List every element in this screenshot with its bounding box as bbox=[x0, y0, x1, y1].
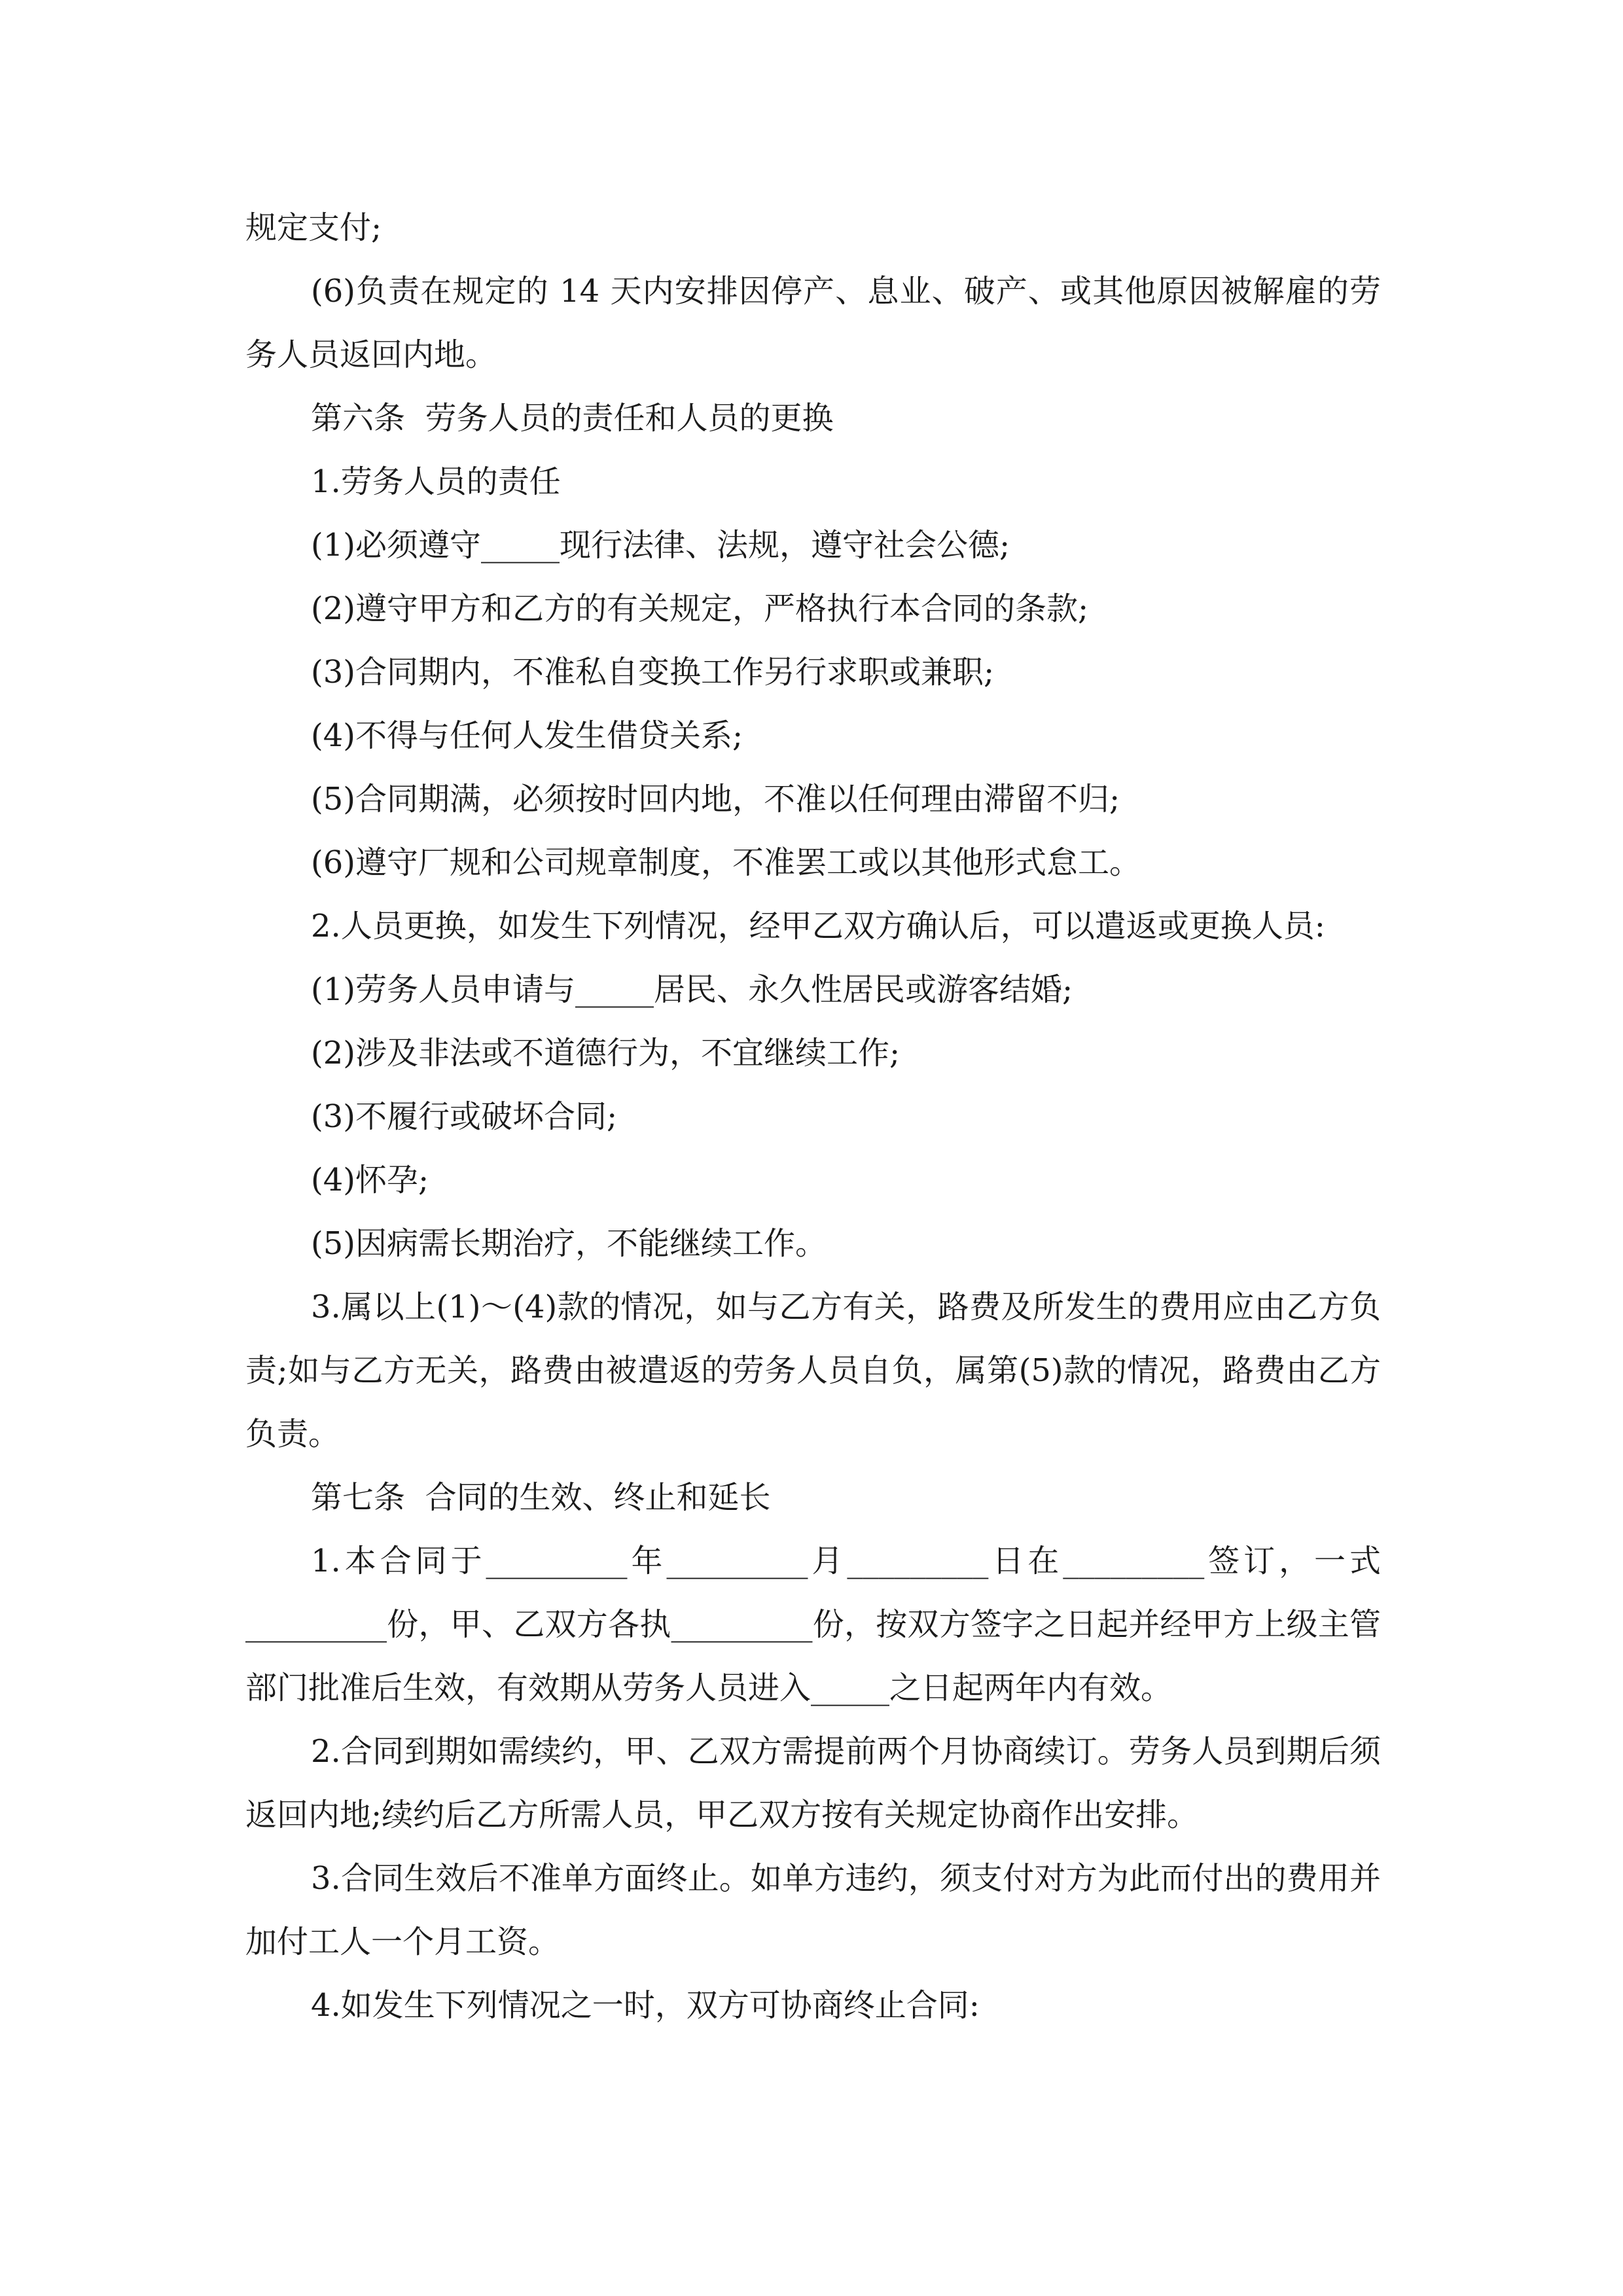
paragraph: (1)劳务人员申请与_____居民、永久性居民或游客结婚; bbox=[311, 971, 1073, 1008]
paragraph: (4)怀孕; bbox=[311, 1162, 429, 1198]
section-heading: 第六条 劳务人员的责任和人员的更换 bbox=[311, 400, 834, 437]
paragraph: 2.合同到期如需续约，甲、乙双方需提前两个月协商续订。劳务人员到期后须返回内地;续约后乙方所需人员，甲乙双方按有关规定协商作出安排。 bbox=[245, 1733, 1381, 1833]
paragraph: (2)涉及非法或不道德行为，不宜继续工作; bbox=[311, 1035, 901, 1071]
paragraph: 1.劳务人员的责任 bbox=[311, 463, 561, 500]
paragraph: (6)负责在规定的 14 天内安排因停产、息业、破产、或其他原因被解雇的劳务人员返回内地。 bbox=[245, 273, 1381, 373]
paragraph: 3.属以上(1)～(4)款的情况，如与乙方有关，路费及所发生的费用应由乙方负责;如与乙方无关，路费由被遣返的劳务人员自负，属第(5)款的情况，路费由乙方负责。 bbox=[245, 1289, 1381, 1452]
paragraph: 2.人员更换，如发生下列情况，经甲乙双方确认后，可以遣返或更换人员: bbox=[311, 908, 1325, 944]
paragraph: (3)合同期内，不准私自变换工作另行求职或兼职; bbox=[311, 654, 995, 691]
paragraph: (4)不得与任何人发生借贷关系; bbox=[311, 717, 743, 754]
paragraph: 4.如发生下列情况之一时，双方可协商终止合同: bbox=[311, 1987, 980, 2024]
paragraph: (1)必须遵守_____现行法律、法规，遵守社会公德; bbox=[311, 527, 1010, 564]
document-body bbox=[245, 196, 1381, 2037]
paragraph: 规定支付; bbox=[245, 209, 382, 246]
paragraph: (3)不履行或破坏合同; bbox=[311, 1098, 618, 1135]
paragraph: (6)遵守厂规和公司规章制度，不准罢工或以其他形式怠工。 bbox=[311, 844, 1141, 881]
paragraph: (2)遵守甲方和乙方的有关规定，严格执行本合同的条款; bbox=[311, 590, 1089, 627]
paragraph: (5)因病需长期治疗，不能继续工作。 bbox=[311, 1225, 827, 1262]
paragraph: 1.本合同于_________年_________月_________日在_________签订，一式_________份，甲、乙双方各执_________份，按双方签字之日起并经甲方上级主管部门批准后生效，有效期从劳务人员进入_____之日起两年内有效。 bbox=[245, 1543, 1381, 1706]
section-heading: 第七条 合同的生效、终止和延长 bbox=[311, 1479, 771, 1516]
paragraph: 3.合同生效后不准单方面终止。如单方违约，须支付对方为此而付出的费用并加付工人一个月工资。 bbox=[245, 1860, 1381, 1960]
paragraph: (5)合同期满，必须按时回内地，不准以任何理由滞留不归; bbox=[311, 781, 1120, 817]
